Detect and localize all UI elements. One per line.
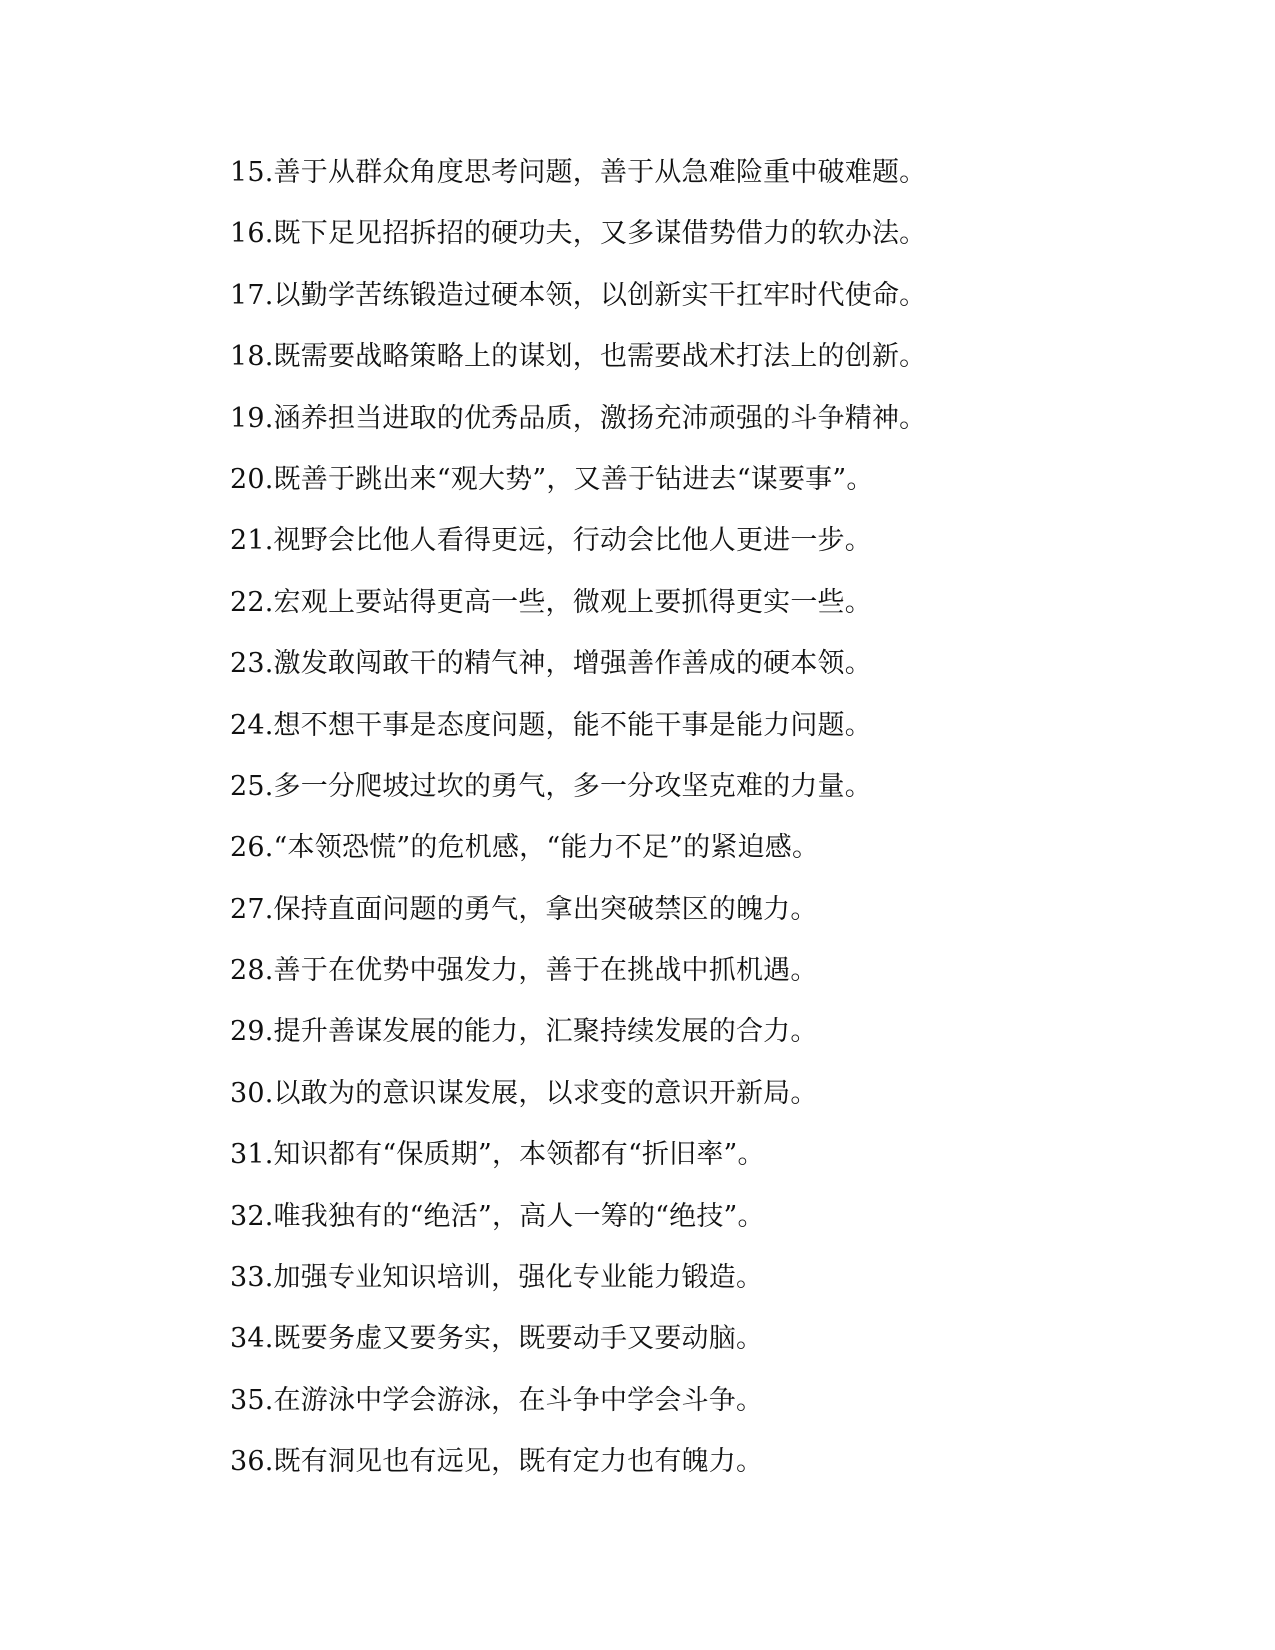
phrase-line: 18.既需要战略策略上的谋划，也需要战术打法上的创新。 [230, 341, 927, 373]
phrase-line: 15.善于从群众角度思考问题，善于从急难险重中破难题。 [230, 157, 927, 188]
phrase-line: 24.想不想干事是态度问题，能不能干事是能力问题。 [230, 709, 872, 741]
phrase-line: 34.既要务虚又要务实，既要动手又要动脑。 [230, 1323, 764, 1355]
phrase-line: 27.保持直面问题的勇气，拿出突破禁区的魄力。 [230, 893, 818, 925]
phrase-line: 28.善于在优势中强发力，善于在挑战中抓机遇。 [230, 955, 818, 987]
phrase-line: 36.既有洞见也有远见，既有定力也有魄力。 [230, 1446, 764, 1478]
phrase-list [230, 142, 1230, 1493]
phrase-line: 29.提升善谋发展的能力，汇聚持续发展的合力。 [230, 1016, 818, 1048]
phrase-line: 25.多一分爬坡过坎的勇气，多一分攻坚克难的力量。 [230, 770, 872, 802]
phrase-line: 30.以敢为的意识谋发展，以求变的意识开新局。 [230, 1077, 818, 1109]
phrase-line: 33.加强专业知识培训，强化专业能力锻造。 [230, 1262, 764, 1294]
phrase-line: 20.既善于跳出来“观大势”，又善于钻进去“谋要事”。 [230, 463, 874, 495]
phrase-line: 17.以勤学苦练锻造过硬本领，以创新实干扛牢时代使命。 [230, 279, 927, 311]
phrase-line: 22.宏观上要站得更高一些，微观上要抓得更实一些。 [230, 586, 872, 618]
phrase-line: 23.激发敢闯敢干的精气神，增强善作善成的硬本领。 [230, 648, 872, 680]
phrase-line: 26.“本领恐慌”的危机感，“能力不足”的紧迫感。 [230, 832, 820, 864]
phrase-line: 31.知识都有“保质期”，本领都有“折旧率”。 [230, 1139, 765, 1171]
phrase-line: 35.在游泳中学会游泳，在斗争中学会斗争。 [230, 1384, 764, 1416]
phrase-line: 19.涵养担当进取的优秀品质，激扬充沛顽强的斗争精神。 [230, 402, 927, 434]
phrase-line: 21.视野会比他人看得更远，行动会比他人更进一步。 [230, 525, 872, 557]
phrase-line: 16.既下足见招拆招的硬功夫，又多谋借势借力的软办法。 [230, 218, 927, 250]
phrase-line: 32.唯我独有的“绝活”，高人一筹的“绝技”。 [230, 1200, 765, 1232]
